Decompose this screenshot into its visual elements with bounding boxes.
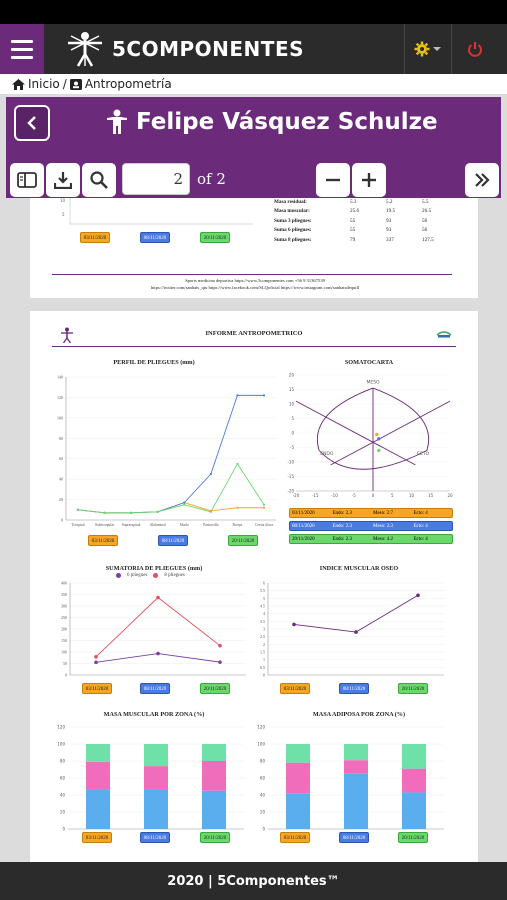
data-point xyxy=(94,655,98,659)
y-tick-label: 20 xyxy=(59,809,65,815)
y-tick-label: 20 xyxy=(259,809,265,815)
y-tick-label: 100 xyxy=(57,741,65,747)
bar-segment xyxy=(344,760,368,774)
y-tick-label: 120 xyxy=(57,394,63,400)
page1-footer-line1: Sports medicina deportiva https://www.5componentes.com +56 9 31367539 xyxy=(185,278,325,283)
series-line xyxy=(96,597,220,656)
table-cell: 79 xyxy=(350,236,356,243)
table-row xyxy=(274,236,454,245)
data-point xyxy=(183,502,185,504)
date-badge: 08/11/2020 xyxy=(140,683,170,694)
page1-footer-line2: https://twitter.com/sanhats_qtu https://www.facebook.com/SLQoficial https://www.instagram.com/sanhatsdequill xyxy=(150,285,360,290)
sumatoria-chart xyxy=(52,577,252,687)
series-line xyxy=(78,395,264,512)
x-tick-label: 10 xyxy=(408,493,415,498)
y-tick-label: 120 xyxy=(57,724,65,730)
sidebar-toggle-button[interactable] xyxy=(10,163,44,197)
y-tick-label: 200 xyxy=(61,626,67,632)
somato-date: 08/11/2020 xyxy=(292,524,315,529)
y-tick-label: 2 xyxy=(263,641,265,647)
date-badge: 03/11/2020 xyxy=(80,232,110,243)
table-cell: 25.6 xyxy=(350,208,360,215)
data-point xyxy=(130,512,132,514)
id-card-icon xyxy=(70,79,82,90)
bar-segment xyxy=(402,744,426,769)
y-tick-label: 0 xyxy=(263,672,265,678)
date-badge: 03/11/2020 xyxy=(88,535,118,546)
y-tick-label: 120 xyxy=(257,724,265,730)
indice-title: INDICE MUSCULAR OSEO xyxy=(319,565,399,572)
y-tick-label: 40 xyxy=(59,792,65,798)
table-cell: Suma 8 pliegues: xyxy=(274,236,312,243)
bar-segment xyxy=(144,789,168,829)
table-row xyxy=(274,207,454,216)
somatocarta-title: SOMATOCARTA xyxy=(344,359,394,366)
bar-segment xyxy=(344,774,368,829)
logout-button[interactable] xyxy=(451,24,497,74)
double-chevron-right-icon xyxy=(473,172,491,188)
y-tick-label: 6 xyxy=(263,580,265,586)
data-point xyxy=(157,511,159,513)
y-tick-label: 60 xyxy=(59,456,63,462)
table-cell: 56 xyxy=(422,227,428,234)
zoom-in-button[interactable] xyxy=(352,163,386,197)
y-tick-label: 20 xyxy=(288,372,294,378)
legend-label: 6 pliegues xyxy=(127,573,148,578)
somato-label-meso: MESO xyxy=(366,380,380,386)
y-tick-label: 0 xyxy=(62,826,65,832)
bar-segment xyxy=(202,761,226,791)
report-header-divider xyxy=(52,346,456,347)
x-tick-label: Biceps xyxy=(232,523,243,527)
table-cell: Suma 6 pliegues: xyxy=(274,227,312,234)
data-point xyxy=(210,473,212,475)
masa-adiposa-chart xyxy=(252,721,452,836)
y-tick-label: 1 xyxy=(263,657,265,663)
perfil-pliegues-chart xyxy=(48,369,283,539)
somato-label-endo: ENDO xyxy=(320,451,334,457)
y-tick-label: 0 xyxy=(291,430,294,436)
x-tick-label: 20 xyxy=(447,493,453,498)
search-icon xyxy=(90,171,108,189)
page-count: of 2 xyxy=(197,170,226,188)
date-badge: 20/11/2020 xyxy=(200,832,230,843)
data-point xyxy=(210,511,212,513)
somato-meso: Meso: 2.3 xyxy=(373,524,393,529)
date-badge: 03/11/2020 xyxy=(280,683,310,694)
caret-down-icon xyxy=(433,46,441,52)
x-tick-label: 5 xyxy=(390,493,394,498)
table-cell: 127.5 xyxy=(422,236,434,243)
table-cell: Masa muscular: xyxy=(274,208,310,215)
y-tick-label: 80 xyxy=(59,435,63,441)
masa-adiposa-title: MASA ADIPOSA POR ZONA (%) xyxy=(312,711,406,718)
breadcrumb xyxy=(0,74,507,94)
table-cell: 5.5 xyxy=(422,199,429,205)
y-tick-label: 0.5 xyxy=(260,664,265,670)
y-tick-label: 4.5 xyxy=(260,603,265,609)
data-point xyxy=(354,630,358,634)
bar-segment xyxy=(202,791,226,829)
y-tick-label: -5 xyxy=(290,445,294,450)
brand-name: 5COMPONENTES xyxy=(112,37,305,61)
report-title: INFORME ANTROPOMETRICO xyxy=(205,330,303,337)
download-button[interactable] xyxy=(46,163,80,197)
download-icon xyxy=(54,171,72,189)
table-cell: 93 xyxy=(386,217,392,224)
y-tick-label: 3.5 xyxy=(260,618,265,624)
bar-segment xyxy=(144,766,168,789)
y-tick-label: -15 xyxy=(287,474,294,479)
somato-ecto: Ecto: 4 xyxy=(413,537,428,542)
y-tick-label: -20 xyxy=(287,488,294,494)
date-badge: 03/11/2020 xyxy=(280,832,310,843)
table-cell: 26.5 xyxy=(422,208,432,215)
hamburger-line xyxy=(11,48,33,51)
y-tick-label: 3 xyxy=(263,626,265,632)
date-badge: 20/11/2020 xyxy=(228,535,258,546)
page1-divider xyxy=(52,274,452,275)
table-row xyxy=(274,226,454,235)
somato-endo: Endo: 2.3 xyxy=(332,524,352,529)
table-cell: 55 xyxy=(350,217,356,224)
date-badge: 20/11/2020 xyxy=(398,832,428,843)
table-row xyxy=(274,217,454,226)
y-tick-label: 80 xyxy=(59,758,65,764)
data-point xyxy=(156,596,160,600)
table-cell: 56 xyxy=(422,217,428,224)
breadcrumb-home-link[interactable]: Inicio xyxy=(28,77,60,91)
somato-row xyxy=(289,508,453,518)
bar-segment xyxy=(86,762,110,789)
date-badge: 08/11/2020 xyxy=(158,535,188,546)
table-row xyxy=(274,198,454,207)
table-cell: Masa residual: xyxy=(274,199,307,205)
x-tick-label: Pantorrilla xyxy=(203,523,219,527)
masa-muscular-title: MASA MUSCULAR POR ZONA (%) xyxy=(103,711,205,718)
breadcrumb-separator: / xyxy=(62,77,67,91)
breadcrumb-current: Antropometría xyxy=(84,77,172,91)
bar-segment xyxy=(202,744,226,761)
gear-icon xyxy=(414,41,430,57)
date-badge: 03/11/2020 xyxy=(82,683,112,694)
legend-label: 8 pliegues xyxy=(164,573,185,578)
power-icon xyxy=(467,41,483,57)
data-point xyxy=(218,644,222,648)
bar-segment xyxy=(86,789,110,829)
series-line xyxy=(78,503,264,513)
y-tick-label: 20 xyxy=(59,497,63,503)
x-tick-label: Tricipital xyxy=(71,523,85,527)
data-point xyxy=(236,463,238,465)
zoom-out-button[interactable] xyxy=(316,163,350,197)
table-cell: Suma 3 pliegues: xyxy=(274,217,312,224)
menu-button[interactable] xyxy=(0,24,44,74)
app-footer: 2020 | 5Componentes™ xyxy=(0,862,507,900)
table-cell: 19.5 xyxy=(386,208,396,215)
somato-ecto: Ecto: 4 xyxy=(413,524,428,529)
home-icon xyxy=(12,79,25,90)
svg-text:10: 10 xyxy=(60,198,66,203)
bar-segment xyxy=(286,744,310,763)
vitruvian-logo-icon xyxy=(66,30,104,68)
data-point xyxy=(375,433,378,436)
settings-dropdown-button[interactable] xyxy=(404,24,450,74)
data-point xyxy=(77,509,79,511)
top-navbar xyxy=(0,24,507,74)
y-tick-label: 150 xyxy=(61,638,67,643)
bar-segment xyxy=(286,763,310,794)
x-tick-label: Subescapular xyxy=(94,523,115,527)
search-button[interactable] xyxy=(82,163,116,197)
sidebar-icon xyxy=(17,172,37,188)
somato-meso: Meso: 4.2 xyxy=(373,537,393,542)
bar-segment xyxy=(144,744,168,766)
y-tick-label: 10 xyxy=(288,401,294,407)
data-point xyxy=(236,507,238,509)
data-point xyxy=(94,661,98,665)
y-tick-label: 5 xyxy=(263,595,265,601)
date-badge: 08/11/2020 xyxy=(140,232,170,243)
sumatoria-title: SUMATORIA DE PLIEGUES (mm) xyxy=(105,565,203,572)
y-tick-label: 350 xyxy=(61,592,67,597)
data-point xyxy=(103,512,105,514)
y-tick-label: 140 xyxy=(57,374,63,380)
table-cell: 5.3 xyxy=(350,199,357,205)
data-point xyxy=(183,504,185,506)
y-tick-label: 250 xyxy=(61,615,67,620)
x-tick-label: -5 xyxy=(351,493,356,498)
date-badge: 20/11/2020 xyxy=(398,683,428,694)
indice-muscular-chart xyxy=(252,577,452,687)
chevron-left-icon xyxy=(27,116,37,130)
table-cell: 93 xyxy=(386,227,392,234)
date-badge: 03/11/2020 xyxy=(82,832,112,843)
y-tick-label: 15 xyxy=(288,387,294,392)
status-bar xyxy=(0,0,507,24)
data-point xyxy=(292,623,296,627)
pdf-page-2 xyxy=(30,311,478,862)
y-tick-label: 40 xyxy=(259,792,265,798)
date-badge: 20/11/2020 xyxy=(200,232,230,243)
more-tools-button[interactable] xyxy=(465,163,499,197)
x-tick-label: 15 xyxy=(428,493,434,498)
somato-meso: Meso: 2.7 xyxy=(373,511,393,516)
page-number-input[interactable]: 2 xyxy=(122,163,190,195)
bar-segment xyxy=(402,792,426,829)
y-tick-label: 100 xyxy=(257,741,265,747)
somato-endo: Endo: 2.3 xyxy=(332,537,352,542)
person-icon xyxy=(106,109,128,135)
brand[interactable] xyxy=(66,30,304,68)
table-cell: 5.2 xyxy=(386,199,393,205)
hamburger-line xyxy=(11,40,33,43)
table-cell: 337 xyxy=(386,236,394,243)
patient-name: Felipe Vásquez Schulze xyxy=(136,109,438,135)
report-header xyxy=(6,97,501,198)
data-point xyxy=(263,504,265,506)
y-tick-label: 1.5 xyxy=(260,649,265,655)
x-tick-label: Supraespinal xyxy=(121,523,141,527)
y-tick-label: -10 xyxy=(287,459,294,465)
patient-title xyxy=(106,109,438,135)
y-tick-label: 2.5 xyxy=(260,634,265,640)
somato-date: 03/11/2020 xyxy=(292,511,315,516)
y-tick-label: 400 xyxy=(61,580,67,586)
y-tick-label: 4 xyxy=(263,611,265,617)
somato-row xyxy=(289,534,453,544)
data-point xyxy=(377,437,380,440)
data-point xyxy=(263,507,265,509)
x-tick-label: Abdominal xyxy=(149,523,166,527)
data-point xyxy=(263,394,265,396)
date-badge: 08/11/2020 xyxy=(140,832,170,843)
date-badge: 08/11/2020 xyxy=(339,683,369,694)
table-cell: 55 xyxy=(350,227,356,234)
somatocarta-chart xyxy=(282,369,457,504)
y-tick-label: 5.5 xyxy=(260,588,265,594)
plus-icon xyxy=(360,171,378,189)
x-tick-label: Muslo xyxy=(179,523,189,527)
y-tick-label: 80 xyxy=(259,758,265,764)
data-point xyxy=(236,394,238,396)
composition-table xyxy=(274,198,454,245)
somato-label-ecto: ECTO xyxy=(416,451,430,457)
hamburger-line xyxy=(11,56,33,59)
somato-ecto: Ecto: 4 xyxy=(413,511,428,516)
somato-date: 20/11/2020 xyxy=(292,537,315,542)
y-tick-label: 300 xyxy=(61,603,67,609)
y-tick-label: 60 xyxy=(59,775,65,781)
bar-segment xyxy=(86,744,110,762)
svg-text:5: 5 xyxy=(62,212,65,217)
y-tick-label: 40 xyxy=(59,476,63,482)
y-tick-label: 100 xyxy=(61,649,67,655)
data-point xyxy=(218,660,222,664)
y-tick-label: 60 xyxy=(259,775,265,781)
date-badge: 08/11/2020 xyxy=(339,832,369,843)
perfil-title: PERFIL DE PLIEGUES (mm) xyxy=(113,359,195,366)
bar-segment xyxy=(344,744,368,760)
data-point xyxy=(377,449,380,452)
y-tick-label: 0 xyxy=(65,672,67,678)
bar-segment xyxy=(402,769,426,793)
y-tick-label: 50 xyxy=(63,661,67,666)
x-tick-label: -15 xyxy=(311,493,319,498)
somato-row xyxy=(289,521,453,531)
y-tick-label: 5 xyxy=(291,416,294,421)
x-tick-label: -10 xyxy=(331,493,338,498)
data-point xyxy=(156,652,160,656)
masa-muscular-chart xyxy=(52,721,252,836)
y-tick-label: 100 xyxy=(57,415,63,421)
x-tick-label: 0 xyxy=(371,493,375,498)
bar-segment xyxy=(286,793,310,829)
y-tick-label: 0 xyxy=(61,517,63,523)
minus-icon xyxy=(324,171,342,189)
x-tick-label: -20 xyxy=(292,493,300,498)
date-badge: 20/11/2020 xyxy=(200,683,230,694)
x-tick-label: Cresta iliaca xyxy=(255,523,273,527)
pdf-page-1 xyxy=(30,198,478,298)
partner-logo-icon xyxy=(436,329,452,339)
series-line xyxy=(78,464,264,513)
y-tick-label: 0 xyxy=(262,826,265,832)
data-point xyxy=(416,593,420,597)
back-button[interactable] xyxy=(14,105,50,141)
somato-endo: Endo: 2.3 xyxy=(332,511,352,516)
